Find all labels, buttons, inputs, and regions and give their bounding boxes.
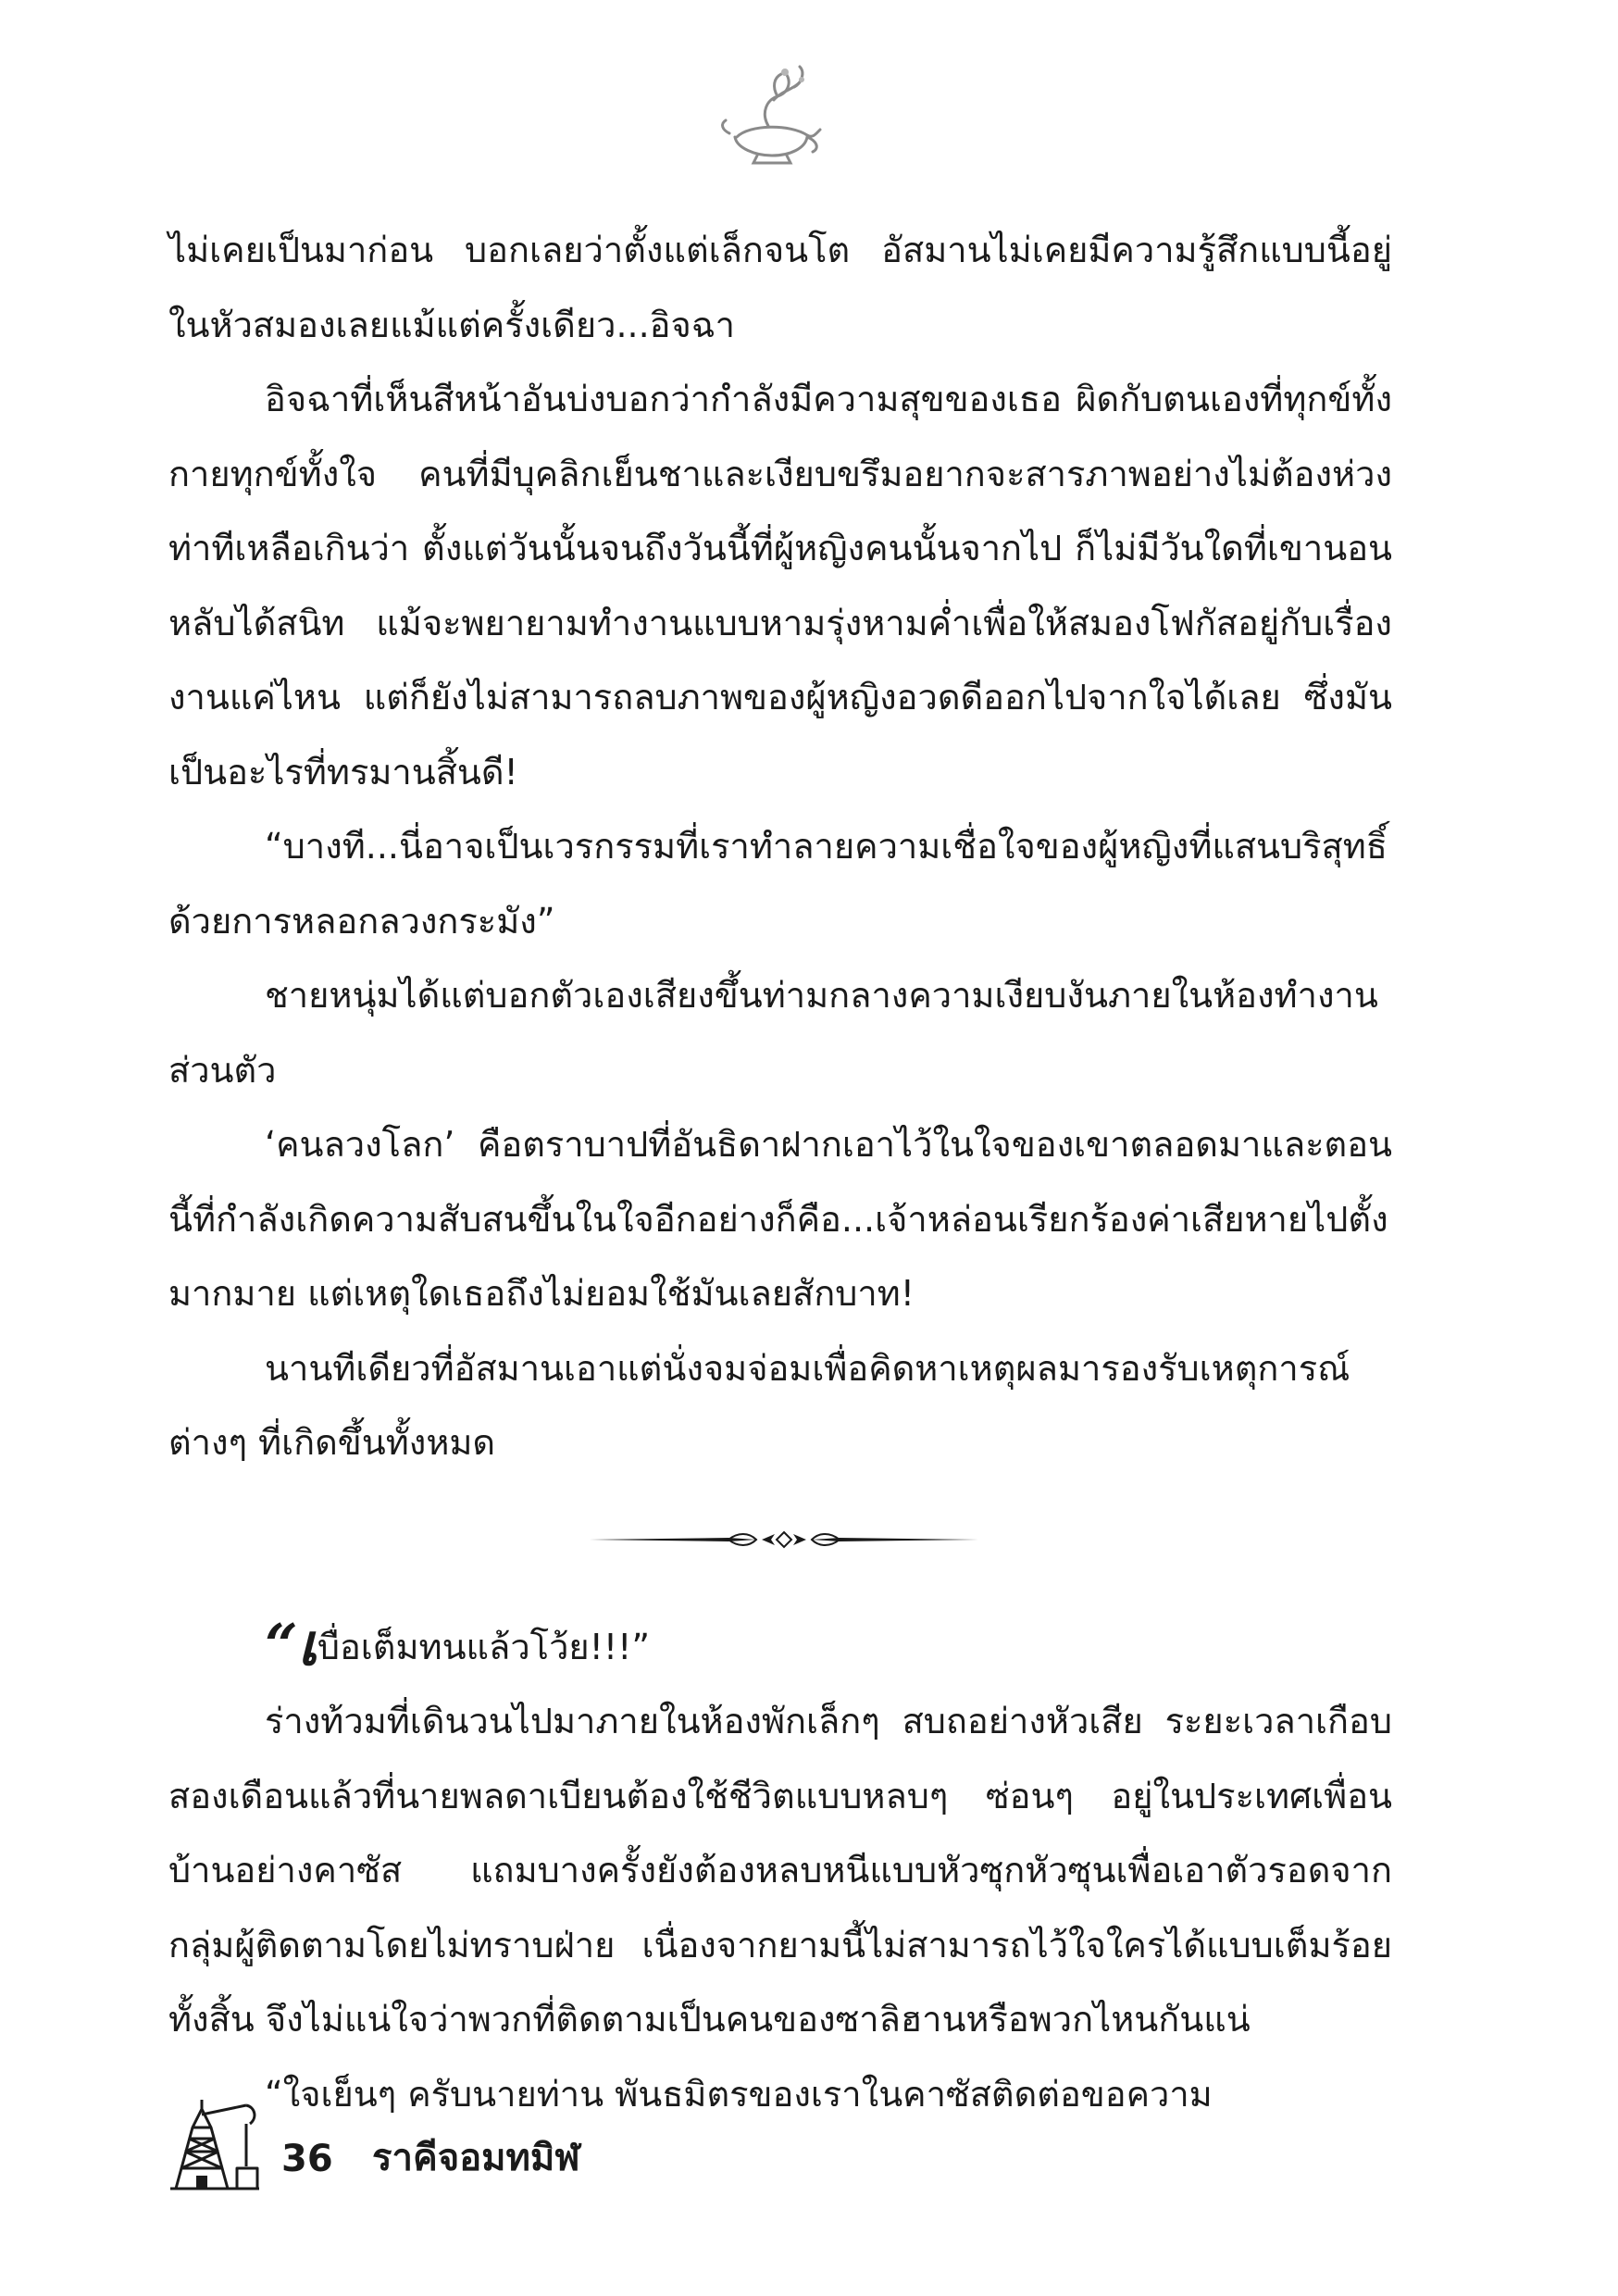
ornamental-divider-icon [590, 1529, 978, 1551]
paragraph: ร่างท้วมที่เดินวนไปมาภายในห้องพักเล็กๆ สบถอย่างหัวเสีย ระยะเวลาเกือบสองเดือนแล้วที่นายพลดาเบียนต้องใช้ชีวิตแบบหลบๆ ซ่อนๆ อยู่ในประเทศเพื่อนบ้านอย่างคาซัส แถมบางครั้งยังต้องหลบหนีแบบหัวซุกหัวซุนเพื่อเอาตัวรอดจากกลุ่มผู้ติดตามโดยไม่ทราบฝ่าย เนื่องจากยามนี้ไม่สามารถไว้ใจใครได้แบบเต็มร้อยทั้งสิ้น จึงไม่แน่ใจว่าพวกที่ติดตามเป็นคนของซาลิฮานหรือพวกไหนกันแน่ [168, 1701, 1392, 2040]
oil-derrick-icon [168, 2096, 261, 2194]
paragraph: ‘คนลวงโลก’ คือตราบาปที่อันธิดาฝากเอาไว้ในใจของเขาตลอดมาและตอนนี้ที่กำลังเกิดความสับสนขึ้นในใจอีกอย่างก็คือ...เจ้าหล่อนเรียกร้องค่าเสียหายไปตั้งมากมาย แต่เหตุใดเธอถึงไม่ยอมใช้มันเลยสักบาท! [168, 1124, 1392, 1314]
section-opening-line [168, 1610, 1392, 1685]
opening-line-text: บื่อเต็มทนแล้วโว้ย!!!” [317, 1626, 651, 1667]
paragraph: อิจฉาที่เห็นสีหน้าอันบ่งบอกว่ากำลังมีความสุขของเธอ ผิดกับตนเองที่ทุกข์ทั้งกายทุกข์ทั้งใจ คนที่มีบุคลิกเย็นชาและเงียบขรึมอยากจะสารภาพอย่างไม่ต้องห่วงท่าทีเหลือเกินว่า ตั้งแต่วันนั้นจนถึงวันนี้ที่ผู้หญิงคนนั้นจากไป ก็ไม่มีวันใดที่เขานอนหลับได้สนิท แม้จะพยายามทำงานแบบหามรุ่งหามค่ำเพื่อให้สมองโฟกัสอยู่กับเรื่องงานแค่ไหน แต่ก็ยังไม่สามารถลบภาพของผู้หญิงอวดดีออกไปจากใจได้เลย ซึ่งมันเป็นอะไรที่ทรมานสิ้นดี! [168, 379, 1392, 792]
section-divider [168, 1480, 1392, 1610]
paragraph: ชายหนุ่มได้แต่บอกตัวเองเสียงขึ้นท่ามกลางความเงียบงันภายในห้องทำงานส่วนตัว [168, 975, 1378, 1091]
drop-cap: “เ [265, 1610, 317, 1678]
book-title: ราคีจอมทมิฬ [372, 2137, 580, 2179]
paragraph: นานทีเดียวที่อัสมานเอาแต่นั่งจมจ่อมเพื่อคิดหาเหตุผลมารองรับเหตุการณ์ต่างๆ ที่เกิดขึ้นทั้งหมด [168, 1347, 1350, 1463]
paragraph: “ใจเย็นๆ ครับนายท่าน พันธมิตรของเราในคาซัสติดต่อขอความ [265, 2073, 1213, 2115]
page-number: 36 [281, 2138, 333, 2180]
page-footer [168, 2096, 816, 2198]
paragraph: ไม่เคยเป็นมาก่อน บอกเลยว่าตั้งแต่เล็กจนโต อัสมานไม่เคยมีความรู้สึกแบบนี้อยู่ในหัวสมองเลยแม้แต่ครั้งเดียว...อิจฉา [168, 230, 1392, 345]
body-text [168, 213, 1392, 2131]
paragraph: “บางที...นี่อาจเป็นเวรกรรมที่เราทำลายความเชื่อใจของผู้หญิงที่แสนบริสุทธิ์ด้วยการหลอกลวงกระมัง” [168, 826, 1388, 942]
genie-lamp-icon [716, 59, 828, 170]
